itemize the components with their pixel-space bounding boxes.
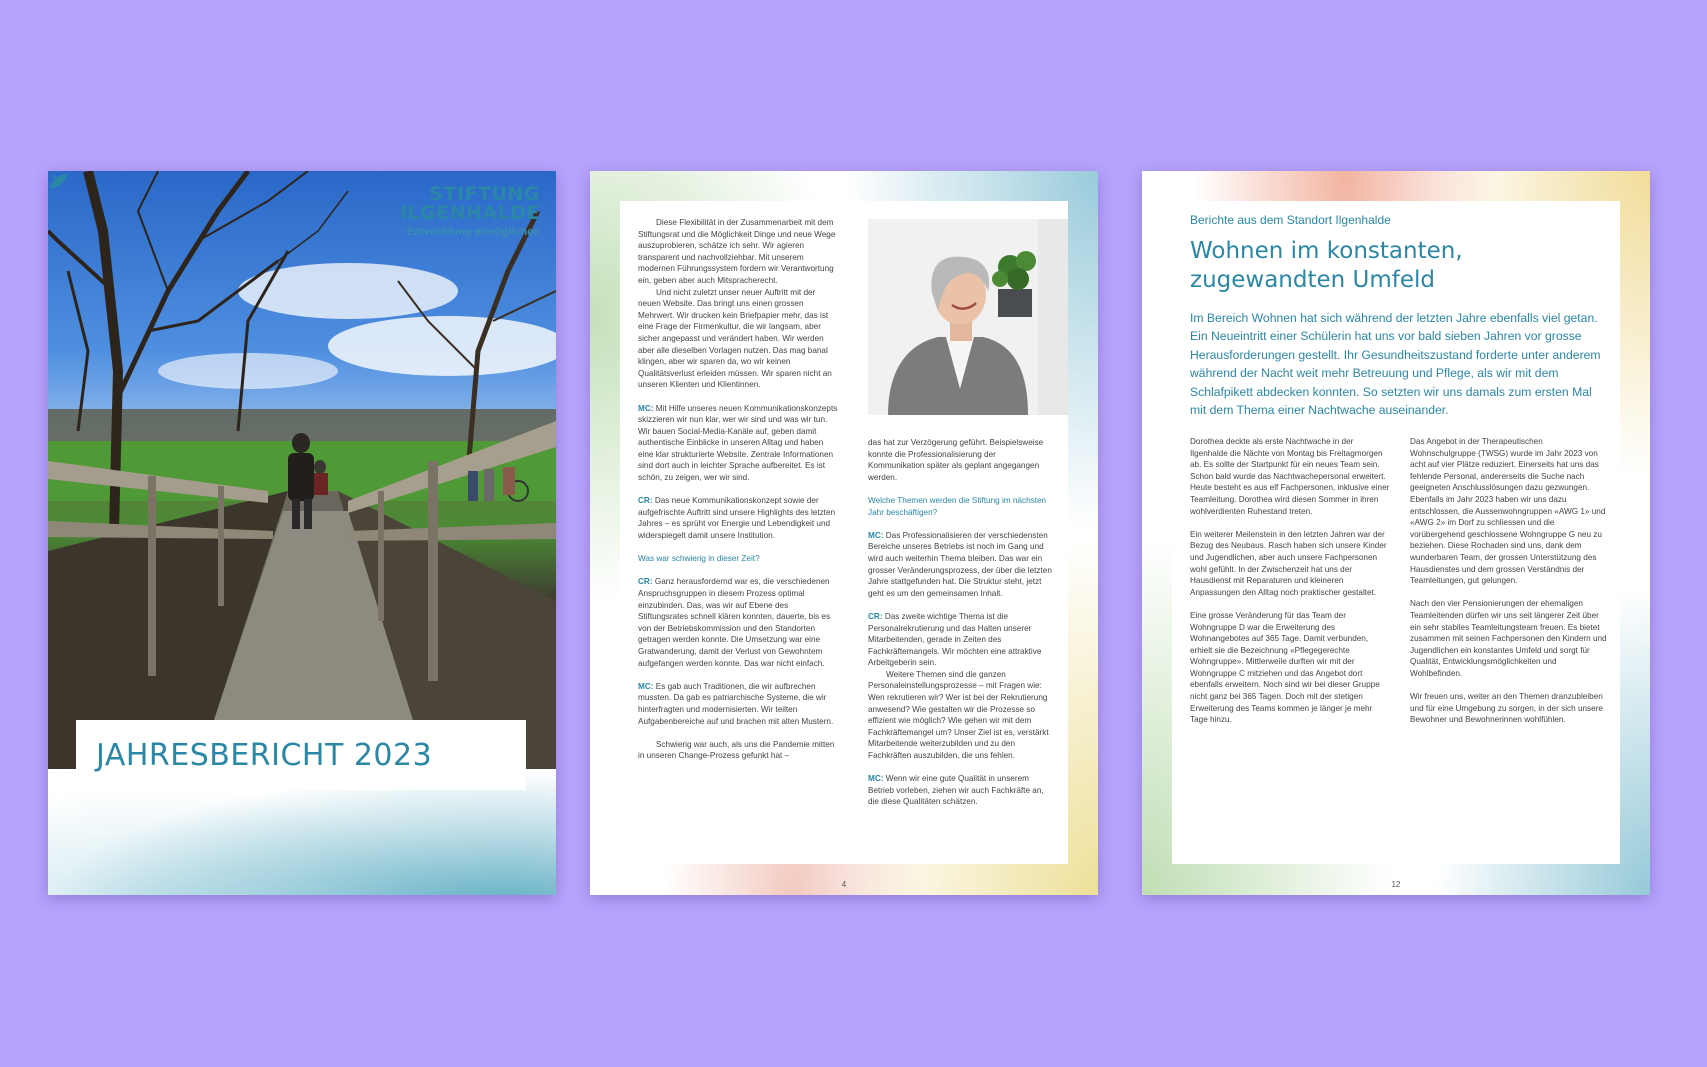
- paragraph: [638, 553, 838, 565]
- paragraph: Eine grosse Veränderung für das Team der Wohngruppe D war die Erweiterung des Wohnangebotes auf 365 Tage. Damit verbunden, erhielt sie die Bezeichnung «Pflegegerechte Wohngruppe». Mittlerweile durften wir mit der Wohngruppe C mitziehen und das Angebot dort ebenfalls erweitern. Noch sind wir bei dieser Gruppe nicht ganz bei 365 Tagen. Doch mit der stetigen Erweiterung des Teams kommen je länger je mehr Tage hinzu.: [1190, 610, 1380, 725]
- paragraph-text: Es gab auch Traditionen, die wir aufbrechen mussten. Da gab es patriarchische Systeme, die wir hinterfragten und modernisierten. Wir teilten Aufgabenbereiche auf und brachen mit alten Mustern.: [638, 681, 834, 726]
- paragraph: [638, 739, 838, 762]
- cover-photo-bridge: [48, 171, 556, 769]
- paragraph-text: das hat zur Verzögerung geführt. Beispielsweise konnte die Professionalisierung der Kommunikation später als geplant angegangen werden.: [868, 438, 1044, 482]
- article-lead: Im Bereich Wohnen hat sich während der letzten Jahre ebenfalls viel getan. Ein Neueintritt einer Schülerin hat uns vor bald sieben Jahren vor grosse Herausforderungen gestellt. Ihr Gesundheitszustand forderte unter anderem während der Nacht weit mehr Betreuung und Pflege, als wir mit dem Schlafpikett abdecken konnten. So setzten wir uns damals zum ersten Mal mit dem Thema einer Nachtwache auseinander.: [1190, 311, 1601, 418]
- interview-page: [590, 171, 1098, 895]
- cover-title-box: [76, 720, 526, 790]
- cover-page: [48, 171, 556, 895]
- paragraph: [638, 495, 838, 541]
- paragraph: [868, 669, 1054, 762]
- cover-title: JAHRESBERICHT 2023: [96, 738, 433, 773]
- paragraph: [868, 530, 1054, 600]
- foundation-logo: [400, 185, 540, 238]
- paragraph-text: Diese Flexibilität in der Zusammenarbeit mit dem Stiftungsrat und die Möglichkeit Dinge und neue Wege auszuprobieren, schätze ich sehr. Wir agieren transparent und nachvollziehbar. Mit unserem modernen Führungssystem fordern wir Verantwortung ein, geben aber auch Mitspracherecht.: [638, 218, 836, 285]
- paragraph: Ein weiterer Meilenstein in den letzten Jahren war der Bezug des Neubaus. Rasch haben sich unsere Kinder und Jugendlichen, aber auch unsere Fachpersonen wohl gefühlt. In der Zwischenzeit hat uns der Hausdienst mit Reparaturen und kleineren Anpassungen den Alltag noch praktischer gestaltet.: [1190, 529, 1387, 597]
- paragraph: Dorothea deckte als erste Nachtwache in der Ilgenhalde die Nächte von Montag bis Freitagmorgen ab. Es sollte der Startpunkt für ein neues Team sein. Schon bald wurde das Nachtwachepersonal erweitert. Heute besteht es aus elf Fachpersonen, inklusive einer Teamleitung. Dorothea wird diesen Sommer in ihren wohlverdienten Ruhestand treten.: [1190, 437, 1390, 516]
- page-number: 12: [1391, 880, 1401, 889]
- paragraph: [638, 576, 838, 669]
- article-headline: Wohnen im konstanten, zugewandten Umfeld: [1190, 238, 1463, 293]
- right-column: [1410, 436, 1610, 737]
- paragraph: [638, 287, 838, 391]
- speaker-initials: MC:: [868, 530, 884, 540]
- speaker-initials: MC:: [638, 681, 654, 691]
- paragraph-text: Weitere Themen sind die ganzen Personaleinstellungsprozesse – mit Fragen wie: Wen rekrutieren wir? Wer ist bei der Rekrutierung anwesend? Wie gestalten wir die Prozesse so effizient wie möglich? Wie gehen wir mit dem Fachkräftemangel um? Unser Ziel ist es, verstärkt Mitarbeitende weiterzubilden und zu den Fachkräften auszubilden, die uns fehlen.: [868, 669, 1049, 761]
- interviewee-portrait: [868, 219, 1068, 415]
- paragraph: Das Angebot in der Therapeutischen Wohnschulgruppe (TWSG) wurde im Jahr 2023 von acht auf vier Plätze reduziert. Einerseits hat uns das fehlende Personal, andererseits die Suche nach geeigneten Anschlusslösungen dazu gezwungen. Ebenfalls im Jahr 2023 haben wir uns dazu entschlossen, die Aussenwohngruppen «AWG 1» und «AWG 2» im Dorf zu schliessen und die vorübergehend geschlossene Wohngruppe G neu zu beziehen. Diese Rochaden sind uns, dank dem wunderbaren Team, der grossen Unterstützung des Hausdienstes und dem grossen Verständnis der Teamleitungen, gut gelungen.: [1410, 437, 1606, 586]
- paragraph: [868, 495, 1054, 518]
- logo-line-1: STIFTUNG: [429, 183, 540, 205]
- paragraph: Wir freuen uns, weiter an den Themen dranzubleiben und für eine Umgebung zu sorgen, in der sich unsere Bewohner und Bewohnerinnen wohlfühlen.: [1410, 692, 1603, 725]
- paragraph-text: Wenn wir eine gute Qualität in unserem Betrieb vorleben, ziehen wir auch Fachkräfte an, die diese Qualitäten schätzen.: [868, 774, 1044, 807]
- section-kicker: Berichte aus dem Standort Ilgenhalde: [1190, 213, 1391, 227]
- page-number: 4: [841, 880, 847, 889]
- interview-question: Was war schwierig in dieser Zeit?: [638, 554, 760, 564]
- paragraph-text: Das neue Kommunikationskonzept sowie der aufgefrischte Auftritt sind unsere Highlights des letzten Jahres – es sprüht vor Energie und Lebendigkeit und widerspiegelt damit unsere Institution.: [638, 496, 836, 541]
- left-column: [638, 217, 838, 762]
- bridge-landscape-illustration: [48, 171, 556, 769]
- paragraph-text: Das zweite wichtige Thema ist die Personalrekrutierung und das Halten unserer Mitarbeitenden, gerade in Zeiten des Fachkräftemangels. Wir möchten eine attraktive Arbeitgeberin sein.: [868, 611, 1042, 668]
- paragraph: [868, 773, 1054, 808]
- page-content-area: [1172, 201, 1620, 864]
- portrait-illustration: [868, 219, 1068, 415]
- speaker-initials: MC:: [638, 403, 654, 413]
- paragraph-text: Das Professionalisieren der verschiedensten Bereiche unseres Betriebs ist noch im Gang und wird auch weiterhin Thema bleiben. Das war ein grosser Veränderungsprozess, der über die letzten Jahre stattgefunden hat. Die Struktur steht, jetzt geht es um den gemeinsamen Inhalt.: [868, 530, 1052, 598]
- paragraph-text: Und nicht zuletzt unser neuer Auftritt mit der neuen Website. Das bringt uns einen grossen Mehrwert. Wir drucken kein Briefpapier mehr, das ist eine Frage der Firmenkultur, die wir langsam, aber sicher angepasst und verändert haben. Wir werden aber alle dieselben Vorlagen nutzen. Das mag banal klingen, aber wir sparen da, wo wir keinen Qualitätsverlust erleiden müssen. Wir sparen nicht an unseren Klienten und Klientinnen.: [638, 287, 832, 390]
- paragraph-text: Schwierig war auch, als uns die Pandemie mitten in unseren Change-Prozess gefunkt hat –: [638, 739, 835, 761]
- right-column: [868, 437, 1054, 820]
- paragraph: [638, 681, 838, 727]
- speaker-initials: CR:: [638, 496, 653, 506]
- logo-line-2: ILGENHALDE: [399, 202, 540, 224]
- speaker-initials: MC:: [868, 774, 884, 784]
- paragraph: [638, 403, 838, 484]
- report-page: [1142, 171, 1650, 895]
- paragraph-text: Mit Hilfe unseres neuen Kommunikationskonzepts skizzieren wir nun klar, wer wir sind und was wir tun. Wir bauen Social-Media-Kanäle auf, geben damit authentische Einblicke in unseren Alltag und haben eine klar strukturierte Website. Zentrale Informationen sind dort auch in leichter Sprache aufbereitet. Es ist schön, zu zeigen, wer wir sind.: [638, 403, 838, 483]
- logo-tagline: Entwicklung ermöglichen: [406, 226, 540, 238]
- leaf-logo-icon: [48, 171, 70, 193]
- paragraph: [638, 217, 838, 287]
- paragraph: [868, 437, 1054, 483]
- page-content-area: [620, 201, 1068, 864]
- paragraph: [868, 611, 1054, 669]
- left-column: [1190, 436, 1390, 737]
- paragraph-text: Ganz herausfordernd war es, die verschiedenen Anspruchsgruppen in diesem Prozess optimal einzubinden. Das, was wir auf Ebene des Stiftungsrates schnell klären konnten, dauerte, bis es von der Betriebskommission und den Standorten getragen werden konnte. Die Umsetzung war eine Gratwanderung, damit der Verlust von Gewohntem aufgefangen werden konnte. Das war nicht einfach.: [638, 577, 831, 668]
- speaker-initials: CR:: [868, 611, 883, 621]
- paragraph: Nach den vier Pensionierungen der ehemaligen Teamleitenden dürfen wir uns seit längerer Zeit über ein sehr stabiles Teamleitungsteam freuen. Es bietet zusammen mit seinen Fachpersonen den Kindern und Jugendlichen ein konstantes Umfeld und sorgt für Qualität, Entwicklungsmöglichkeiten und Wohlbefinden.: [1410, 599, 1607, 678]
- speaker-initials: CR:: [638, 577, 653, 587]
- interview-question: Welche Themen werden die Stiftung im nächsten Jahr beschäftigen?: [868, 495, 1047, 517]
